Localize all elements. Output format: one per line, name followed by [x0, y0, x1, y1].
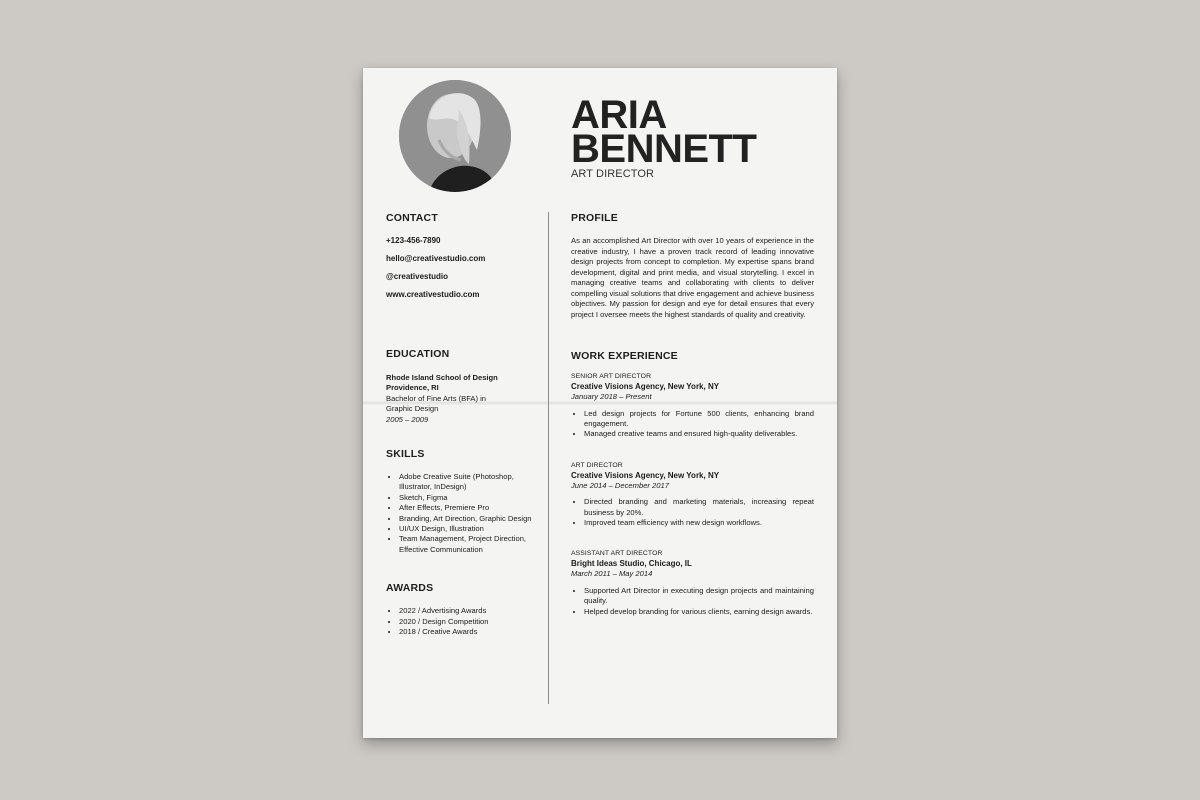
contact-phone: +123-456-7890: [386, 236, 441, 245]
skill-item: • After Effects, Premiere Pro: [399, 503, 537, 513]
skill-item: • UI/UX Design, Illustration: [399, 524, 537, 534]
resume-name: [571, 93, 757, 171]
profile-text: As an accomplished Art Director with over 10 years of experience in the creative industry, I have a proven track record of leading innovative design projects from concept to completion. My expertise spans brand development, digital and print media, and visual storytelling. I excel in managing creative teams and collaborating with clients to deliver compelling visual solutions that drive engagement and achieve business objectives. My passion for design and eye for detail ensures that every project I oversee meets the highest standards of quality and creativity.: [571, 236, 814, 319]
resume-page: [363, 68, 837, 738]
contact-handle: @creativestudio: [386, 272, 449, 281]
job-bullet: • Managed creative teams and ensured high-quality deliverables.: [584, 429, 814, 439]
profile-heading: PROFILE: [571, 212, 618, 224]
skills-heading: SKILLS: [386, 448, 425, 461]
experience-section: [571, 350, 814, 617]
job-bullet: • Helped develop branding for various clients, earning design awards.: [584, 607, 814, 617]
skill-item: • Sketch, Figma: [399, 493, 537, 503]
skill-item: • Adobe Creative Suite (Photoshop, Illustrator, InDesign): [399, 472, 537, 493]
job-bullets: [571, 409, 814, 440]
skill-item: • Branding, Art Direction, Graphic Design: [399, 514, 537, 524]
profile-photo: [399, 80, 511, 192]
award-item: • 2018 / Creative Awards: [399, 627, 536, 637]
skills-list: [386, 472, 537, 555]
job-company: Creative Visions Agency, New York, NY: [571, 382, 720, 391]
award-item: • 2022 / Advertising Awards: [399, 606, 536, 616]
education-location: Providence, RI: [386, 383, 439, 393]
job-entry: [571, 372, 814, 440]
job-role: ASSISTANT ART DIRECTOR: [571, 550, 663, 558]
skill-item: • Team Management, Project Direction, Effective Communication: [399, 534, 537, 555]
education-years: 2005 – 2009: [386, 414, 429, 424]
left-column: [386, 212, 536, 638]
job-company: Creative Visions Agency, New York, NY: [571, 470, 720, 480]
contact-website: www.creativestudio.com: [386, 290, 480, 299]
education-section: [386, 348, 536, 425]
job-title: ART DIRECTOR: [571, 168, 655, 180]
name-first: ARIA: [571, 93, 667, 137]
job-bullet: • Directed branding and marketing materials, increasing repeat business by 20%.: [584, 497, 814, 518]
award-item: • 2020 / Design Competition: [399, 617, 536, 627]
job-dates: March 2011 – May 2014: [571, 569, 653, 579]
contact-heading: CONTACT: [386, 212, 438, 224]
contact-section: [386, 212, 536, 300]
education-heading: EDUCATION: [386, 348, 450, 360]
job-company: Bright Ideas Studio, Chicago, IL: [571, 559, 692, 569]
column-divider: [548, 212, 549, 704]
right-column: [571, 212, 814, 617]
awards-heading: AWARDS: [386, 582, 434, 595]
job-bullets: [571, 497, 814, 528]
job-bullet: • Supported Art Director in executing design projects and maintaining quality.: [584, 586, 814, 607]
job-dates: June 2014 – December 2017: [571, 480, 669, 490]
education-school: Rhode Island School of Design: [386, 373, 498, 382]
profile-section: [571, 212, 814, 320]
job-role: SENIOR ART DIRECTOR: [571, 373, 652, 380]
job-bullet: • Improved team efficiency with new design workflows.: [584, 518, 814, 528]
skills-section: [386, 448, 536, 555]
job-bullet: • Led design projects for Fortune 500 clients, enhancing brand engagement.: [584, 409, 814, 430]
job-role: ART DIRECTOR: [571, 461, 623, 469]
name-last: BENNETT: [571, 127, 757, 171]
job-entry: [571, 549, 814, 617]
contact-email: hello@creativestudio.com: [386, 254, 486, 263]
awards-list: [386, 606, 536, 637]
job-dates: January 2018 – Present: [571, 392, 652, 401]
awards-section: [386, 582, 536, 637]
job-entry: [571, 461, 814, 529]
experience-heading: WORK EXPERIENCE: [571, 350, 678, 362]
education-degree: Bachelor of Fine Arts (BFA) in Graphic Design: [386, 393, 487, 414]
job-bullets: [571, 586, 814, 617]
